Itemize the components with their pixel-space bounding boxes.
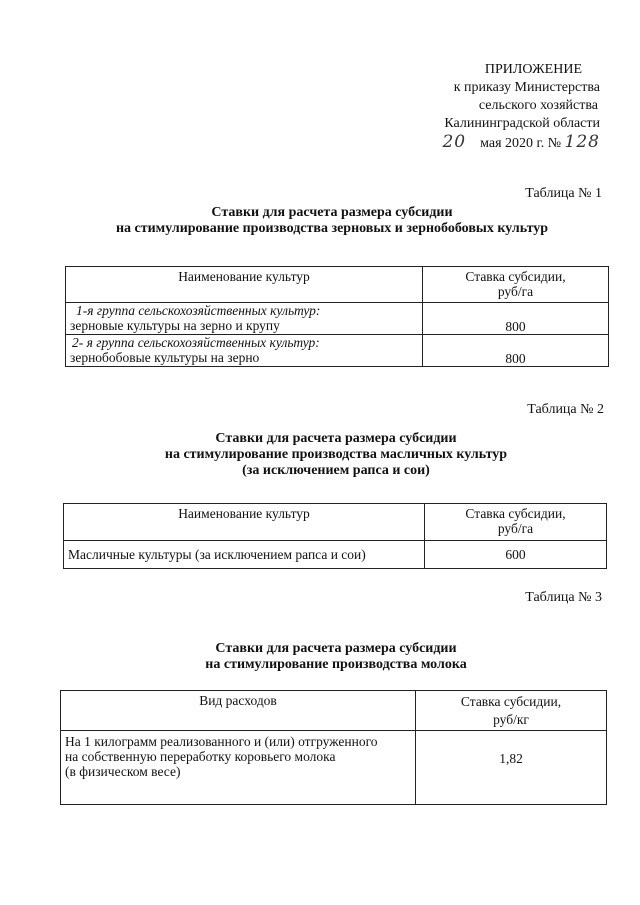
table-2-col-rate-line-1: Ставка субсидии,	[465, 506, 566, 521]
table-1-row-1-value: 800	[423, 303, 609, 335]
appendix-date-line	[442, 132, 600, 152]
table-3-col-rate	[416, 691, 607, 731]
table-1-col-rate-line-1: Ставка субсидии,	[465, 269, 566, 284]
table-1	[65, 266, 609, 367]
row-group-label: 2- я группа сельскохозяйственных культур:	[72, 335, 320, 350]
table-1-title-line-1: Ставки для расчета размера субсидии	[211, 205, 453, 220]
table-3-label: Таблица № 3	[525, 590, 602, 605]
table-3-title	[16, 641, 640, 673]
handwritten-number: 128	[564, 132, 600, 152]
table-row	[61, 731, 607, 805]
table-1-row-2-value: 800	[423, 335, 609, 367]
table-3-col-rate-line-2: руб/кг	[493, 712, 529, 727]
table-3-col-rate-line-1: Ставка субсидии,	[460, 694, 562, 709]
table-1-title-line-2: на стимулирование производства зерновых и зернобобовых культур	[115, 221, 549, 236]
table-2-header-row	[64, 504, 607, 541]
table-1-col-name: Наименование культур	[66, 267, 423, 303]
table-2-title-line-2: на стимулирование производства масличных культур	[164, 447, 508, 462]
table-3-row-1-value: 1,82	[416, 731, 607, 805]
table-1-col-rate	[423, 267, 609, 303]
table-1-header-row	[66, 267, 609, 303]
row-group-label: 1-я группа сельскохозяйственных культур:	[76, 303, 321, 318]
table-1-row-1-name	[66, 303, 423, 335]
table-2-row-1-value: 600	[425, 541, 607, 569]
table-1-title	[12, 205, 640, 237]
table-1-row-2-name	[66, 335, 423, 367]
table-row	[66, 303, 609, 335]
table-2-col-name: Наименование культур	[64, 504, 425, 541]
table-2-row-1-name: Масличные культуры (за исключением рапса и сои)	[64, 541, 425, 569]
table-2-title-line-1: Ставки для расчета размера субсидии	[215, 431, 457, 446]
appendix-line-3: Калининградской области	[444, 116, 600, 131]
row-culture-name: зернобобовые культуры на зерно	[70, 350, 260, 365]
appendix-title: ПРИЛОЖЕНИЕ	[484, 62, 582, 77]
table-3	[60, 690, 607, 805]
table-row	[66, 335, 609, 367]
date-text: мая 2020 г. №	[480, 136, 562, 151]
appendix-line-2: сельского хозяйства	[478, 98, 598, 113]
table-2-col-rate	[425, 504, 607, 541]
handwritten-day: 20	[442, 132, 467, 152]
table-3-title-line-1: Ставки для расчета размера субсидии	[215, 641, 457, 656]
table-row	[64, 541, 607, 569]
table-2-label: Таблица № 2	[527, 402, 604, 417]
table-2-title	[16, 431, 640, 479]
table-3-col-name: Вид расходов	[61, 691, 416, 731]
table-3-row-1-name	[61, 731, 416, 805]
row-expense-line-1: На 1 килограмм реализованного и (или) отгруженного	[65, 734, 378, 749]
table-3-header-row	[61, 691, 607, 731]
appendix-line-1: к приказу Министерства	[453, 80, 600, 95]
table-2-col-rate-line-2: руб/га	[497, 521, 534, 536]
table-1-label: Таблица № 1	[525, 186, 602, 201]
row-expense-line-2: на собственную переработку коровьего молока	[65, 749, 336, 764]
table-2-title-line-3: (за исключением рапса и сои)	[242, 463, 430, 478]
table-2	[63, 503, 607, 569]
row-culture-name: зерновые культуры на зерно и крупу	[70, 318, 280, 333]
table-1-col-rate-line-2: руб/га	[497, 284, 534, 299]
table-3-title-line-2: на стимулирование производства молока	[205, 657, 467, 672]
row-expense-line-3: (в физическом весе)	[65, 764, 181, 779]
